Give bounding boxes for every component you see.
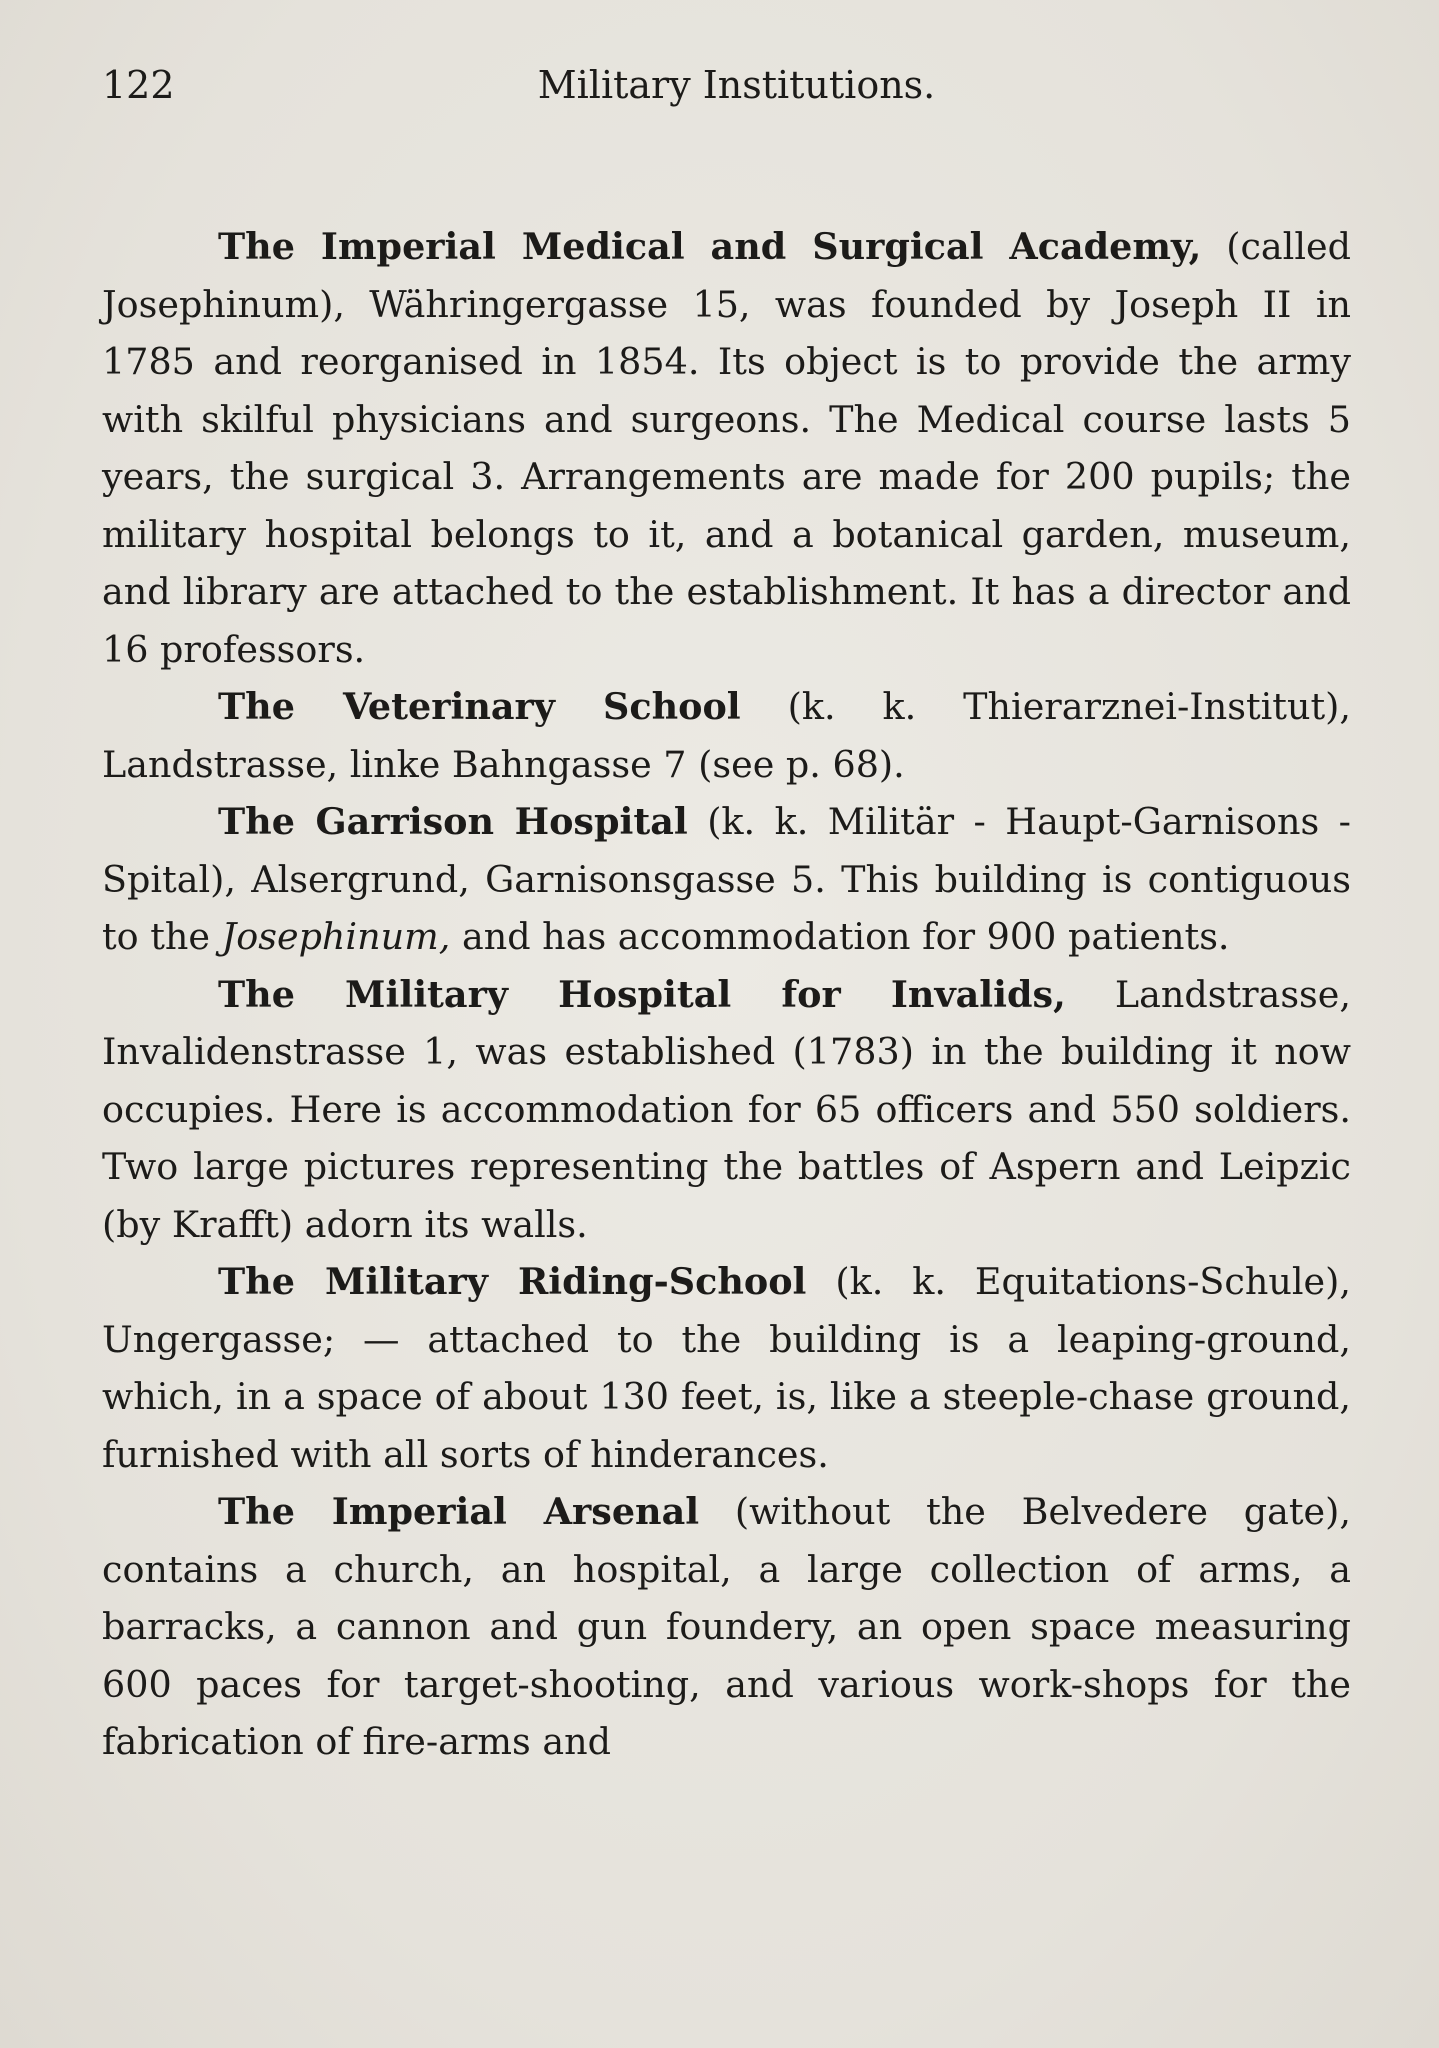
running-head [102, 55, 1351, 115]
entry-italic-text: Josephinum, [221, 915, 451, 958]
entry-heading: The Military Hospital for Invalids, [218, 972, 1066, 1016]
entry-veterinary-school [102, 678, 1351, 793]
body-text [102, 218, 1351, 1771]
entry-garrison-hospital [102, 793, 1351, 966]
entry-imperial-arsenal [102, 1483, 1351, 1771]
entry-heading: The Imperial Medical and Surgical Academy, [218, 225, 1202, 268]
entry-riding-school [102, 1253, 1351, 1483]
entry-text: (k. k. Equitations-Schule), Ungergasse; — attached to the building is a leaping-ground, which, in a space of about 130 feet, is, like a steeple-chase ground, furnished with all sorts of hinderances. [102, 1260, 1351, 1476]
entry-heading: The Military Riding-School [218, 1260, 807, 1303]
entry-text: (k. k. Militär - Haupt-Garnisons - Spital), Alsergrund, Garnisonsgasse 5. This building is contiguous to the [102, 800, 1351, 958]
page-number: 122 [102, 63, 175, 107]
entry-invalids-hospital [102, 966, 1351, 1254]
entry-heading: The Garrison Hospital [218, 800, 688, 843]
entry-text: and has accommodation for 900 patients. [450, 915, 1230, 958]
entry-text: Landstrasse, Invalidenstrasse 1, was established (1783) in the building it now occupies. Here is accommodation for 65 officers and 550 soldiers. Two large pictures representing the battles of Aspern and Leipzic (by Krafft) adorn its walls. [102, 972, 1351, 1246]
entry-academy [102, 218, 1351, 678]
entry-heading: The Veterinary School [218, 685, 741, 728]
entry-text: (without the Belvedere gate), contains a church, an hospital, a large collection of arms, a barracks, a cannon and gun foundery, an open space measuring 600 paces for target-shooting, and various work-shops for the fabrication of fire-arms and [102, 1490, 1351, 1763]
entry-text: (k. k. Thierarznei-Institut), Landstrasse, linke Bahngasse 7 (see p. 68). [102, 685, 1351, 786]
entry-heading: The Imperial Arsenal [218, 1490, 700, 1533]
entry-text: (called Josephinum), Währingergasse 15, was founded by Joseph II in 1785 and reorganised in 1854. Its object is to provide the army with skilful physicians and surgeons. The Medical course lasts 5 years, the surgical 3. Arrangements are made for 200 pupils; the military hospital belongs to it, and a botanical garden, museum, and library are attached to the establishment. It has a director and 16 professors. [102, 225, 1351, 671]
running-title: Military Institutions. [537, 63, 936, 107]
